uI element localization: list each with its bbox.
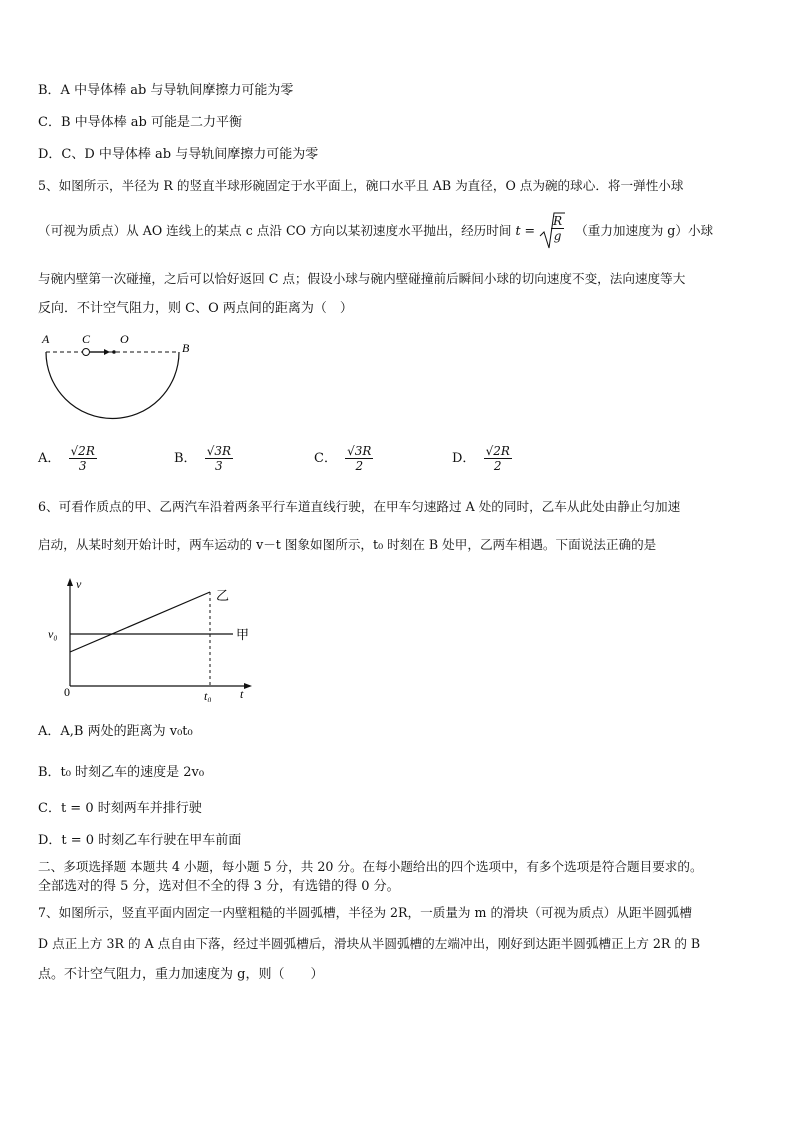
q5-bowl-figure bbox=[36, 330, 196, 430]
q4-option-d: D．C、D 中导体棒 ab 与导轨间摩擦力可能为零 bbox=[38, 147, 319, 162]
q5-stem-line2 bbox=[38, 213, 714, 243]
q5-option-c-den: 2 bbox=[355, 459, 364, 473]
q6-option-c: C．t = 0 时刻两车并排行驶 bbox=[38, 801, 202, 816]
t-axis-label: t bbox=[240, 687, 244, 701]
v0-label: v₀ bbox=[48, 627, 58, 641]
q7-stem-line3: 点。不计空气阻力，重力加速度为 g，则（ ） bbox=[38, 967, 324, 982]
q7-stem-line1: 7、如图所示，竖直平面内固定一内壁粗糙的半圆弧槽，半径为 2R，一质量为 m 的滑块（可视为质点）从距半圆弧槽 bbox=[38, 905, 692, 920]
q5-option-b bbox=[174, 444, 233, 473]
q4-option-c: C．B 中导体棒 ab 可能是二力平衡 bbox=[38, 115, 242, 130]
q5-option-c-label: C． bbox=[314, 451, 337, 466]
yi-label: 乙 bbox=[216, 588, 230, 603]
q5-option-b-num: √3R bbox=[206, 444, 232, 458]
q5-option-d-num: √2R bbox=[485, 444, 510, 458]
q5-option-b-label: B． bbox=[174, 451, 197, 466]
v-axis-label: v bbox=[76, 577, 82, 591]
bowl-arc bbox=[46, 352, 179, 419]
q5-stem-line2b: （重力加速度为 g）小球 bbox=[575, 223, 714, 238]
label-b: B bbox=[182, 341, 190, 355]
q5-option-a-label: A． bbox=[38, 451, 61, 466]
q5-time-equation: t = bbox=[515, 223, 536, 238]
q5-option-b-den: 3 bbox=[215, 459, 223, 473]
q6-vt-graph bbox=[40, 572, 260, 702]
q5-option-d bbox=[452, 444, 512, 473]
label-o: O bbox=[120, 332, 129, 346]
q6-stem-line2: 启动，从某时刻开始计时，两车运动的 v－t 图象如图所示，t₀ 时刻在 B 处甲，乙两车相遇。下面说法正确的是 bbox=[38, 537, 657, 552]
section2-header-line1: 二、多项选择题 本题共 4 小题，每小题 5 分，共 20 分。在每小题给出的四个选项中，有多个选项是符合题目要求的。 bbox=[38, 859, 703, 874]
q6-option-d: D．t = 0 时刻乙车行驶在甲车前面 bbox=[38, 833, 242, 848]
yi-line bbox=[70, 592, 210, 652]
ball-icon bbox=[83, 349, 90, 356]
label-c: C bbox=[82, 332, 91, 346]
q5-stem-line2a: （可视为质点）从 AO 连线上的某点 c 点沿 CO 方向以某初速度水平抛出，经历时间 bbox=[38, 223, 512, 238]
q6-option-b: B．t₀ 时刻乙车的速度是 2v₀ bbox=[38, 765, 205, 780]
q5-option-a-den: 3 bbox=[78, 459, 87, 473]
q5-stem-line1: 5、如图所示，半径为 R 的竖直半球形碗固定于水平面上，碗口水平且 AB 为直径，O 点为碗的球心．将一弹性小球 bbox=[38, 178, 684, 193]
q5-option-c bbox=[314, 444, 373, 473]
q5-sqrt-formula bbox=[539, 213, 565, 243]
q5-stem-line3: 与碗内壁第一次碰撞，之后可以恰好返回 C 点；假设小球与碗内壁碰撞前后瞬间小球的切向速度不变，法向速度等大 bbox=[38, 271, 686, 286]
center-point-icon bbox=[112, 350, 116, 354]
q6-option-a: A．A,B 两处的距离为 v₀t₀ bbox=[38, 724, 193, 739]
t-axis-arrow-icon bbox=[244, 683, 252, 689]
jia-label: 甲 bbox=[236, 627, 250, 642]
q5-option-c-num: √3R bbox=[347, 444, 372, 458]
t0-label: t₀ bbox=[204, 689, 212, 702]
section2-header-line2: 全部选对的得 5 分，选对但不全的得 3 分，有选错的得 0 分。 bbox=[38, 879, 400, 894]
v-axis-arrow-icon bbox=[67, 578, 73, 586]
q6-stem-line1: 6、可看作质点的甲、乙两汽车沿着两条平行车道直线行驶，在甲车匀速路过 A 处的同时，乙车从此处由静止匀加速 bbox=[38, 499, 681, 514]
q5-option-a-num: √2R bbox=[70, 444, 95, 458]
q5-stem-line4: 反向．不计空气阻力，则 C、O 两点间的距离为（ ） bbox=[38, 301, 353, 316]
q4-option-b: B．A 中导体棒 ab 与导轨间摩擦力可能为零 bbox=[38, 83, 294, 98]
q5-sqrt-numerator: R bbox=[553, 213, 563, 228]
q5-option-d-den: 2 bbox=[493, 459, 502, 473]
q7-stem-line2: D 点正上方 3R 的 A 点自由下落，经过半圆弧槽后，滑块从半圆弧槽的左端冲出，刚好到达距半圆弧槽正上方 2R 的 B bbox=[38, 936, 701, 951]
arrow-head-icon bbox=[104, 349, 110, 355]
q5-option-a bbox=[38, 444, 97, 473]
q5-sqrt-denominator: g bbox=[553, 228, 562, 243]
label-a: A bbox=[42, 332, 50, 346]
origin-label: 0 bbox=[64, 685, 70, 699]
q5-option-d-label: D． bbox=[452, 451, 476, 466]
